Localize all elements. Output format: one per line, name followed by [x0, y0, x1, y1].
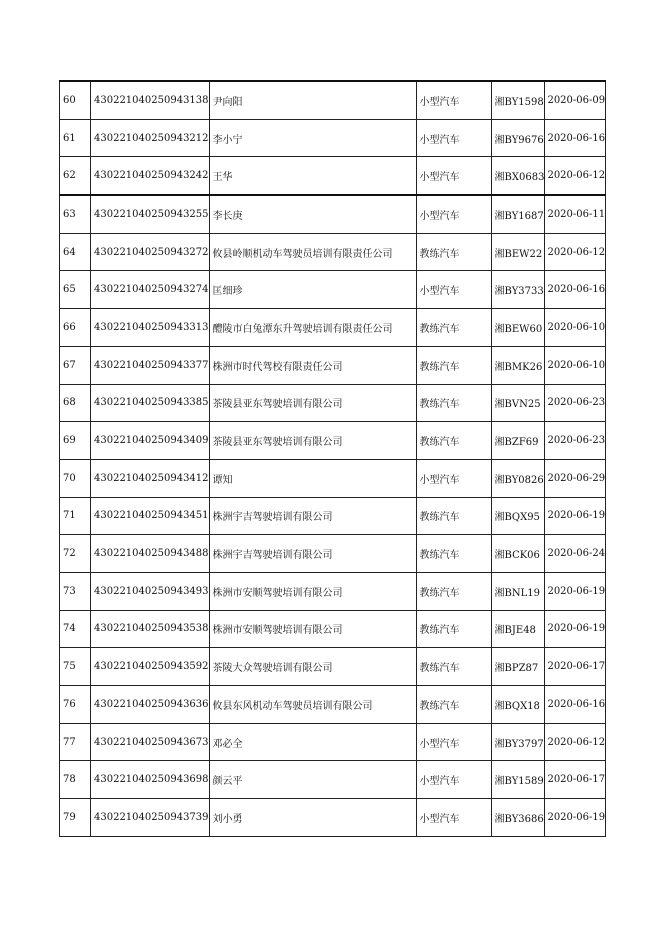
- cell-plate-number: 湘BQX18: [491, 686, 545, 724]
- table-row: [60, 233, 606, 271]
- cell-record-id: 430221040250943493: [91, 572, 210, 610]
- table-row: [60, 157, 606, 195]
- cell-record-id: 430221040250943138: [91, 81, 210, 119]
- cell-plate-number: 湘BY1687: [491, 195, 545, 233]
- table-row: [60, 346, 606, 384]
- records-table-body: [60, 81, 606, 836]
- cell-owner-name: 株洲宇吉驾驶培训有限公司: [209, 497, 416, 535]
- table-row: [60, 459, 606, 497]
- cell-owner-name: 匡细珍: [209, 271, 416, 309]
- cell-owner-name: 茶陵县亚东驾驶培训有限公司: [209, 422, 416, 460]
- table-row: [60, 535, 606, 573]
- cell-owner-name: 茶陵大众驾驶培训有限公司: [209, 648, 416, 686]
- cell-record-id: 430221040250943313: [91, 309, 210, 347]
- cell-date: 2020-06-19: [545, 610, 606, 648]
- table-row: [60, 384, 606, 422]
- cell-row-number: 67: [60, 346, 91, 384]
- table-row: [60, 497, 606, 535]
- cell-record-id: 430221040250943242: [91, 157, 210, 195]
- cell-plate-number: 湘BY1589: [491, 761, 545, 799]
- cell-date: 2020-06-16: [545, 271, 606, 309]
- cell-record-id: 430221040250943538: [91, 610, 210, 648]
- cell-row-number: 65: [60, 271, 91, 309]
- cell-plate-number: 湘BNL19: [491, 572, 545, 610]
- cell-date: 2020-06-19: [545, 799, 606, 837]
- cell-record-id: 430221040250943255: [91, 195, 210, 233]
- cell-owner-name: 株洲市时代驾校有限责任公司: [209, 346, 416, 384]
- records-table: [59, 80, 606, 837]
- cell-owner-name: 邓必全: [209, 723, 416, 761]
- cell-vehicle-type: 小型汽车: [416, 119, 491, 157]
- cell-row-number: 69: [60, 422, 91, 460]
- cell-record-id: 430221040250943274: [91, 271, 210, 309]
- cell-plate-number: 湘BMK26: [491, 346, 545, 384]
- cell-row-number: 79: [60, 799, 91, 837]
- cell-owner-name: 颜云平: [209, 761, 416, 799]
- cell-owner-name: 王华: [209, 157, 416, 195]
- cell-vehicle-type: 小型汽车: [416, 195, 491, 233]
- cell-record-id: 430221040250943412: [91, 459, 210, 497]
- table-row: [60, 686, 606, 724]
- table-row: [60, 422, 606, 460]
- cell-vehicle-type: 教练汽车: [416, 610, 491, 648]
- cell-record-id: 430221040250943488: [91, 535, 210, 573]
- cell-owner-name: 尹向阳: [209, 81, 416, 119]
- cell-date: 2020-06-23: [545, 422, 606, 460]
- cell-vehicle-type: 教练汽车: [416, 422, 491, 460]
- cell-vehicle-type: 教练汽车: [416, 384, 491, 422]
- table-row: [60, 81, 606, 119]
- cell-vehicle-type: 教练汽车: [416, 535, 491, 573]
- cell-date: 2020-06-17: [545, 648, 606, 686]
- cell-record-id: 430221040250943636: [91, 686, 210, 724]
- table-row: [60, 799, 606, 837]
- cell-record-id: 430221040250943698: [91, 761, 210, 799]
- cell-plate-number: 湘BQX95: [491, 497, 545, 535]
- cell-row-number: 70: [60, 459, 91, 497]
- cell-row-number: 74: [60, 610, 91, 648]
- cell-owner-name: 谭知: [209, 459, 416, 497]
- cell-record-id: 430221040250943739: [91, 799, 210, 837]
- cell-plate-number: 湘BX0683: [491, 157, 545, 195]
- cell-plate-number: 湘BPZ87: [491, 648, 545, 686]
- cell-plate-number: 湘BJE48: [491, 610, 545, 648]
- cell-date: 2020-06-10: [545, 346, 606, 384]
- cell-date: 2020-06-17: [545, 761, 606, 799]
- cell-date: 2020-06-24: [545, 535, 606, 573]
- cell-vehicle-type: 小型汽车: [416, 723, 491, 761]
- cell-row-number: 77: [60, 723, 91, 761]
- cell-record-id: 430221040250943409: [91, 422, 210, 460]
- cell-row-number: 63: [60, 195, 91, 233]
- cell-row-number: 76: [60, 686, 91, 724]
- cell-vehicle-type: 小型汽车: [416, 459, 491, 497]
- table-row: [60, 610, 606, 648]
- cell-date: 2020-06-12: [545, 233, 606, 271]
- cell-date: 2020-06-12: [545, 157, 606, 195]
- cell-date: 2020-06-10: [545, 309, 606, 347]
- cell-owner-name: 李长庚: [209, 195, 416, 233]
- cell-vehicle-type: 教练汽车: [416, 648, 491, 686]
- cell-vehicle-type: 教练汽车: [416, 686, 491, 724]
- cell-owner-name: 株洲宇吉驾驶培训有限公司: [209, 535, 416, 573]
- cell-row-number: 68: [60, 384, 91, 422]
- cell-owner-name: 攸县东风机动车驾驶员培训有限公司: [209, 686, 416, 724]
- cell-date: 2020-06-29: [545, 459, 606, 497]
- cell-date: 2020-06-16: [545, 686, 606, 724]
- cell-date: 2020-06-19: [545, 497, 606, 535]
- cell-plate-number: 湘BEW22: [491, 233, 545, 271]
- cell-record-id: 430221040250943451: [91, 497, 210, 535]
- table-row: [60, 309, 606, 347]
- cell-record-id: 430221040250943592: [91, 648, 210, 686]
- cell-owner-name: 李小宁: [209, 119, 416, 157]
- cell-plate-number: 湘BY9676: [491, 119, 545, 157]
- cell-row-number: 64: [60, 233, 91, 271]
- cell-record-id: 430221040250943377: [91, 346, 210, 384]
- cell-row-number: 75: [60, 648, 91, 686]
- cell-plate-number: 湘BCK06: [491, 535, 545, 573]
- table-row: [60, 648, 606, 686]
- cell-plate-number: 湘BY1598: [491, 81, 545, 119]
- cell-vehicle-type: 小型汽车: [416, 157, 491, 195]
- cell-date: 2020-06-23: [545, 384, 606, 422]
- cell-date: 2020-06-11: [545, 195, 606, 233]
- cell-plate-number: 湘BZF69: [491, 422, 545, 460]
- cell-row-number: 72: [60, 535, 91, 573]
- cell-date: 2020-06-09: [545, 81, 606, 119]
- table-row: [60, 572, 606, 610]
- table-row: [60, 271, 606, 309]
- table-row: [60, 195, 606, 233]
- cell-plate-number: 湘BY3686: [491, 799, 545, 837]
- cell-vehicle-type: 教练汽车: [416, 497, 491, 535]
- table-row: [60, 761, 606, 799]
- cell-row-number: 78: [60, 761, 91, 799]
- cell-owner-name: 攸县岭顺机动车驾驶员培训有限责任公司: [209, 233, 416, 271]
- cell-row-number: 61: [60, 119, 91, 157]
- cell-vehicle-type: 教练汽车: [416, 309, 491, 347]
- cell-owner-name: 株洲市安顺驾驶培训有限公司: [209, 572, 416, 610]
- cell-plate-number: 湘BY0826: [491, 459, 545, 497]
- cell-vehicle-type: 小型汽车: [416, 81, 491, 119]
- cell-row-number: 66: [60, 309, 91, 347]
- cell-record-id: 430221040250943673: [91, 723, 210, 761]
- cell-record-id: 430221040250943272: [91, 233, 210, 271]
- cell-date: 2020-06-19: [545, 572, 606, 610]
- cell-owner-name: 株洲市安顺驾驶培训有限公司: [209, 610, 416, 648]
- cell-vehicle-type: 教练汽车: [416, 346, 491, 384]
- cell-date: 2020-06-12: [545, 723, 606, 761]
- cell-owner-name: 刘小勇: [209, 799, 416, 837]
- cell-row-number: 62: [60, 157, 91, 195]
- cell-vehicle-type: 小型汽车: [416, 271, 491, 309]
- cell-plate-number: 湘BEW60: [491, 309, 545, 347]
- cell-owner-name: 茶陵县亚东驾驶培训有限公司: [209, 384, 416, 422]
- cell-plate-number: 湘BVN25: [491, 384, 545, 422]
- cell-owner-name: 醴陵市白兔潭东升驾驶培训有限责任公司: [209, 309, 416, 347]
- cell-vehicle-type: 教练汽车: [416, 233, 491, 271]
- table-row: [60, 119, 606, 157]
- cell-row-number: 60: [60, 81, 91, 119]
- cell-vehicle-type: 小型汽车: [416, 761, 491, 799]
- cell-record-id: 430221040250943385: [91, 384, 210, 422]
- cell-row-number: 73: [60, 572, 91, 610]
- cell-date: 2020-06-16: [545, 119, 606, 157]
- cell-plate-number: 湘BY3733: [491, 271, 545, 309]
- cell-plate-number: 湘BY3797: [491, 723, 545, 761]
- cell-vehicle-type: 教练汽车: [416, 572, 491, 610]
- cell-record-id: 430221040250943212: [91, 119, 210, 157]
- cell-vehicle-type: 小型汽车: [416, 799, 491, 837]
- cell-row-number: 71: [60, 497, 91, 535]
- table-row: [60, 723, 606, 761]
